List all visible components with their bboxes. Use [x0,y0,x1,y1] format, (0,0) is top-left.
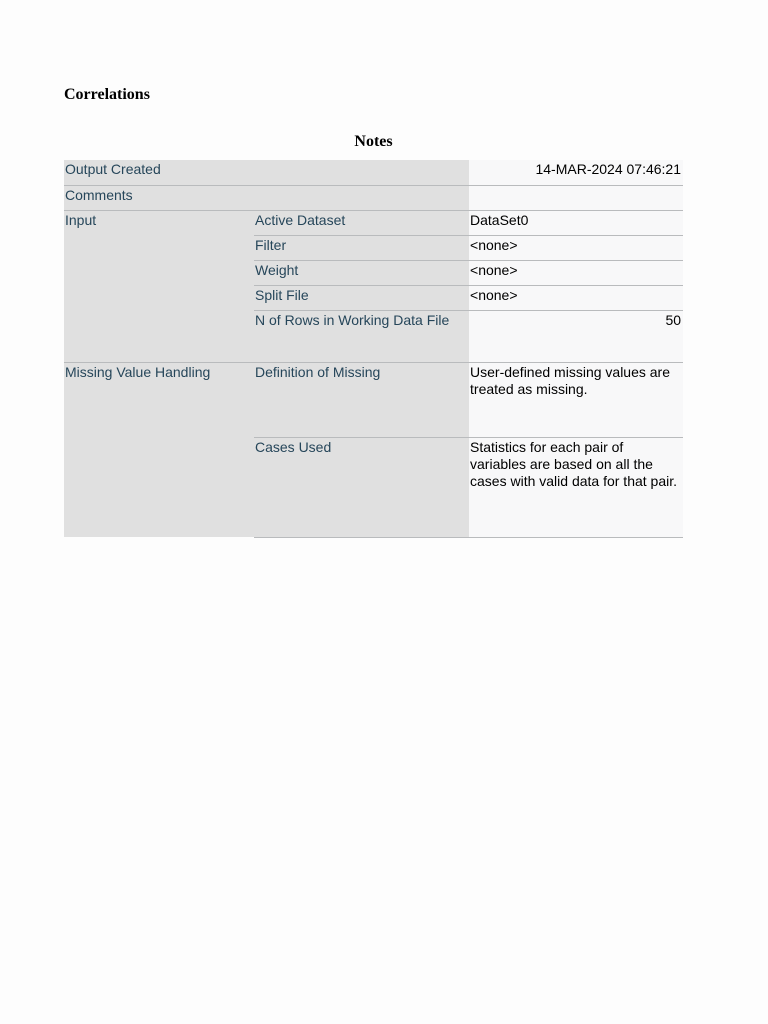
row-label-input: Input [64,210,254,362]
value-comments [469,185,683,210]
value-output-created: 14-MAR-2024 07:46:21 [469,160,683,185]
sub-label-n-rows: N of Rows in Working Data File [254,310,469,362]
sub-label-split-file: Split File [254,285,469,310]
sub-label-weight: Weight [254,260,469,285]
table-row-active-dataset [64,210,683,235]
value-cases-used: Statistics for each pair of variables are based on all the cases with valid data for that pair. [469,437,683,537]
table-title: Notes [354,133,393,150]
table-row-output-created [64,160,683,185]
sub-label-definition-of-missing: Definition of Missing [254,362,469,437]
sub-label-cases-used: Cases Used [254,437,469,537]
value-split-file: <none> [469,285,683,310]
sub-label-filter: Filter [254,235,469,260]
value-definition-of-missing: User-defined missing values are treated as missing. [469,362,683,437]
value-active-dataset: DataSet0 [469,210,683,235]
value-filter: <none> [469,235,683,260]
row-label-output-created: Output Created [64,160,469,185]
table-row-definition-of-missing [64,362,683,437]
value-n-rows: 50 [469,310,683,362]
row-label-comments: Comments [64,185,469,210]
value-weight: <none> [469,260,683,285]
section-title: Correlations [64,86,150,103]
table-row-comments [64,185,683,210]
row-label-missing-value-handling: Missing Value Handling [64,362,254,537]
sub-label-active-dataset: Active Dataset [254,210,469,235]
notes-table [64,160,683,538]
